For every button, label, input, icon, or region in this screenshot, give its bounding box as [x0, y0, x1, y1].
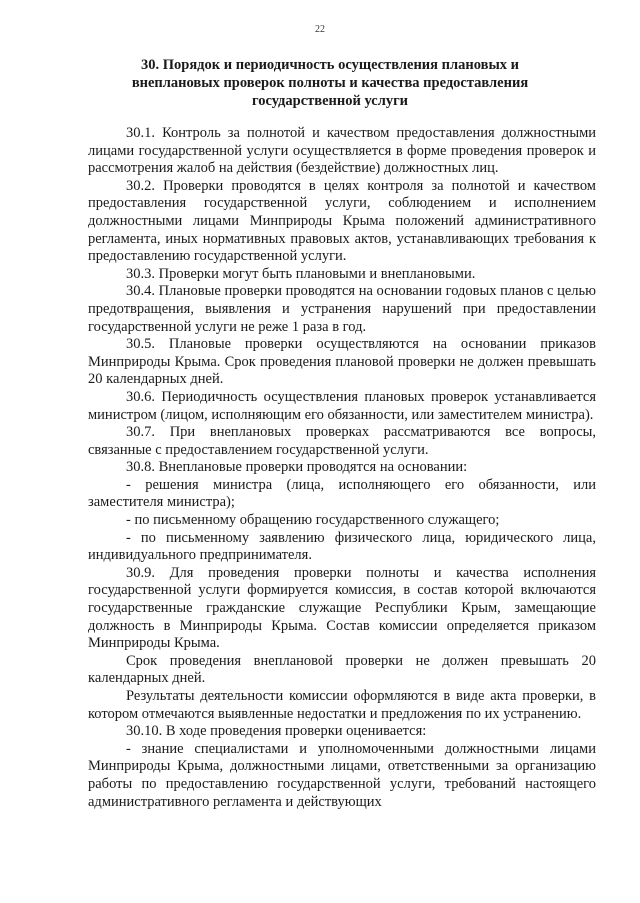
- list-item-servant-appeal: - по письменному обращению государственного служащего;: [126, 512, 500, 529]
- document-body: [88, 125, 596, 811]
- paragraph-commission-results: Результаты деятельности комиссии оформляются в виде акта проверки, в котором отмечаются выявленные недостатки и предложения по их устранению.: [88, 688, 596, 722]
- page-number: 22: [315, 24, 325, 35]
- paragraph-unplanned-term: Срок проведения внеплановой проверки не должен превышать 20 календарных дней.: [88, 652, 596, 687]
- paragraph-30-6: 30.6. Периодичность осуществления плановых проверок устанавливается министром (лицом, исполняющим его обязанности, или заместителем министра).: [88, 388, 596, 423]
- paragraph-30-8: 30.8. Внеплановые проверки проводятся на основании:: [126, 459, 468, 476]
- paragraph-30-1: 30.1. Контроль за полнотой и качеством предоставления должностными лицами государственной услуги осуществляется в форме проведения проверок и рассмотрения жалоб на действия (бездействие) должностных лиц.: [88, 125, 596, 177]
- section-heading: 30. Порядок и периодичность осуществления плановых и внеплановых проверок полноты и качества предоставления государственной услуги: [131, 57, 529, 109]
- paragraph-30-4: 30.4. Плановые проверки проводятся на основании годовых планов с целью предотвращения, выявления и устранения нарушений при предоставлении государственной услуги не реже 1 раза в год.: [88, 283, 596, 335]
- list-item-knowledge: - знание специалистами и уполномоченными должностными лицами Минприроды Крыма, должностными лицами, ответственными за организацию работы по предоставлению государственной услуги, требований настоящего административного регламента и действующих: [88, 740, 596, 810]
- paragraph-30-5: 30.5. Плановые проверки осуществляются на основании приказов Минприроды Крыма. Срок проведения плановой проверки не должен превышать 20 календарных дней.: [88, 336, 596, 388]
- list-item-minister-decision: - решения министра (лица, исполняющего его обязанности, или заместителя министра);: [88, 476, 596, 511]
- list-item-citizen-application: - по письменному заявлению физического лица, юридического лица, индивидуального предпринимателя.: [88, 529, 596, 564]
- paragraph-30-9: 30.9. Для проведения проверки полноты и качества исполнения государственной услуги формируется комиссия, в состав которой включаются государственные гражданские служащие Республики Крым, замещающие должность в Минприроды Крыма. Состав комиссии определяется приказом Минприроды Крыма.: [88, 564, 596, 652]
- paragraph-30-2: 30.2. Проверки проводятся в целях контроля за полнотой и качеством предоставления государственной услуги, соблюдением и исполнением должностными лицами Минприроды Крыма положений административного регламента, иных нормативных правовых актов, устанавливающих требования к предоставлению государственной услуги.: [88, 177, 596, 265]
- paragraph-30-7: 30.7. При внеплановых проверках рассматриваются все вопросы, связанные с предоставлением государственной услуги.: [88, 424, 596, 458]
- paragraph-30-10: 30.10. В ходе проведения проверки оценивается:: [126, 723, 427, 740]
- paragraph-30-3: 30.3. Проверки могут быть плановыми и внеплановыми.: [126, 265, 476, 282]
